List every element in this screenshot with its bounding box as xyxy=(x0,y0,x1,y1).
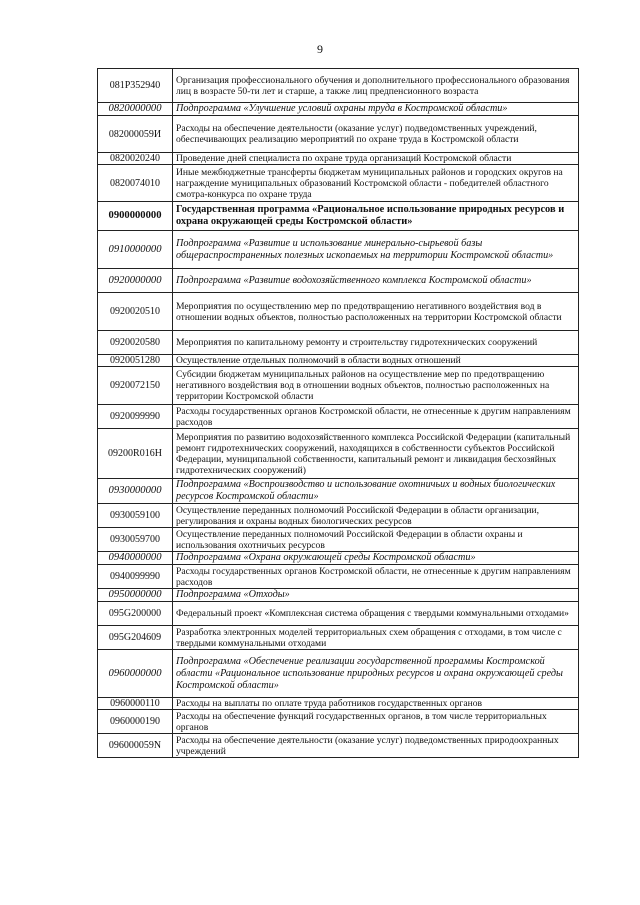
row-code: 0920020580 xyxy=(98,331,173,355)
row-code: 0960000110 xyxy=(98,698,173,710)
table-row xyxy=(98,331,579,355)
row-description: Иные межбюджетные трансферты бюджетам муниципальных районов и городских округов на награждение муниципальных образований Костромской области - победителей областного смотра-конкурса по охране труда xyxy=(173,165,579,202)
table-row xyxy=(98,734,579,758)
table-row xyxy=(98,626,579,650)
table-row xyxy=(98,165,579,202)
row-description: Подпрограмма «Развитие и использование минерально-сырьевой базы общераспространенных полезных ископаемых на территории Костромской области» xyxy=(173,231,579,269)
budget-classification-table xyxy=(97,68,579,758)
table-row xyxy=(98,153,579,165)
table-row xyxy=(98,479,579,504)
row-description: Осуществление отдельных полномочий в области водных отношений xyxy=(173,355,579,367)
row-description: Расходы на выплаты по оплате труда работников государственных органов xyxy=(173,698,579,710)
row-code: 0960000190 xyxy=(98,710,173,734)
row-code: 082000059И xyxy=(98,116,173,153)
table-row xyxy=(98,69,579,103)
table-row xyxy=(98,602,579,626)
row-description: Расходы государственных органов Костромской области, не отнесенные к другим направлениям расходов xyxy=(173,405,579,429)
table-row xyxy=(98,367,579,405)
row-code: 0820074010 xyxy=(98,165,173,202)
row-code: 081P352940 xyxy=(98,69,173,103)
row-description: Расходы на обеспечение функций государственных органов, в том числе территориальных органов xyxy=(173,710,579,734)
row-description: Организация профессионального обучения и дополнительного профессионального образования лиц в возрасте 50-ти лет и старше, а также лиц предпенсионного возраста xyxy=(173,69,579,103)
row-description: Расходы государственных органов Костромской области, не отнесенные к другим направлениям расходов xyxy=(173,565,579,589)
row-description: Подпрограмма «Охрана окружающей среды Костромской области» xyxy=(173,552,579,565)
row-code: 0920000000 xyxy=(98,269,173,293)
page-number: 9 xyxy=(317,42,323,56)
table-row xyxy=(98,710,579,734)
table-row xyxy=(98,269,579,293)
table-row xyxy=(98,293,579,331)
table-row xyxy=(98,552,579,565)
row-code: 0940000000 xyxy=(98,552,173,565)
row-code: 0950000000 xyxy=(98,589,173,602)
row-description: Подпрограмма «Отходы» xyxy=(173,589,579,602)
table-row xyxy=(98,565,579,589)
row-code: 0930000000 xyxy=(98,479,173,504)
table-row xyxy=(98,231,579,269)
row-description: Мероприятия по капитальному ремонту и строительству гидротехнических сооружений xyxy=(173,331,579,355)
table-row xyxy=(98,405,579,429)
row-description: Подпрограмма «Обеспечение реализации государственной программы Костромской области «Рациональное использование природных ресурсов и охрана окружающей среды Костромской области» xyxy=(173,650,579,698)
row-description: Проведение дней специалиста по охране труда организаций Костромской области xyxy=(173,153,579,165)
table-row xyxy=(98,698,579,710)
table-row xyxy=(98,650,579,698)
table-row xyxy=(98,103,579,116)
row-code: 095G200000 xyxy=(98,602,173,626)
table-row xyxy=(98,355,579,367)
row-code: 0910000000 xyxy=(98,231,173,269)
table-row xyxy=(98,429,579,479)
row-description: Подпрограмма «Воспроизводство и использование охотничьих и водных биологических ресурсов Костромской области» xyxy=(173,479,579,504)
row-description: Осуществление переданных полномочий Российской Федерации в области организации, регулирования и охраны водных биологических ресурсов xyxy=(173,504,579,528)
row-description: Расходы на обеспечение деятельности (оказание услуг) подведомственных природоохранных учреждений xyxy=(173,734,579,758)
row-description: Осуществление переданных полномочий Российской Федерации в области охраны и использования охотничьих ресурсов xyxy=(173,528,579,552)
row-description: Расходы на обеспечение деятельности (оказание услуг) подведомственных учреждений, обеспечивающих реализацию мероприятий по охране труда в Костромской области xyxy=(173,116,579,153)
table-row xyxy=(98,202,579,231)
table-row xyxy=(98,589,579,602)
row-description: Субсидии бюджетам муниципальных районов на осуществление мер по предотвращению негативного воздействия вод в отношении водных объектов, полностью расположенных на территории Костромской области xyxy=(173,367,579,405)
row-code: 096000059N xyxy=(98,734,173,758)
row-code: 0940099990 xyxy=(98,565,173,589)
row-code: 0930059100 xyxy=(98,504,173,528)
row-code: 0920020510 xyxy=(98,293,173,331)
row-code: 0920072150 xyxy=(98,367,173,405)
row-description: Разработка электронных моделей территориальных схем обращения с отходами, в том числе с твердыми коммунальными отходами xyxy=(173,626,579,650)
row-code: 0960000000 xyxy=(98,650,173,698)
row-description: Подпрограмма «Улучшение условий охраны труда в Костромской области» xyxy=(173,103,579,116)
row-description: Федеральный проект «Комплексная система обращения с твердыми коммунальными отходами» xyxy=(173,602,579,626)
row-code: 095G204609 xyxy=(98,626,173,650)
row-description: Мероприятия по осуществлению мер по предотвращению негативного воздействия вод в отношении водных объектов, полностью расположенных на территории Костромской области xyxy=(173,293,579,331)
row-code: 0920051280 xyxy=(98,355,173,367)
row-code: 0930059700 xyxy=(98,528,173,552)
row-description: Государственная программа «Рациональное использование природных ресурсов и охрана окружающей среды Костромской области» xyxy=(173,202,579,231)
table-row xyxy=(98,528,579,552)
row-code: 09200R016Н xyxy=(98,429,173,479)
row-code: 0820020240 xyxy=(98,153,173,165)
table-row xyxy=(98,116,579,153)
row-code: 0920099990 xyxy=(98,405,173,429)
row-description: Мероприятия по развитию водохозяйственного комплекса Российской Федерации (капитальный ремонт гидротехнических сооружений, находящихся в собственности субъектов Российской Федерации, муниципальной собственности, капитальный ремонт и ликвидация бесхозяйных гидротехнических сооружений) xyxy=(173,429,579,479)
table-row xyxy=(98,504,579,528)
row-description: Подпрограмма «Развитие водохозяйственного комплекса Костромской области» xyxy=(173,269,579,293)
row-code: 0900000000 xyxy=(98,202,173,231)
row-code: 0820000000 xyxy=(98,103,173,116)
